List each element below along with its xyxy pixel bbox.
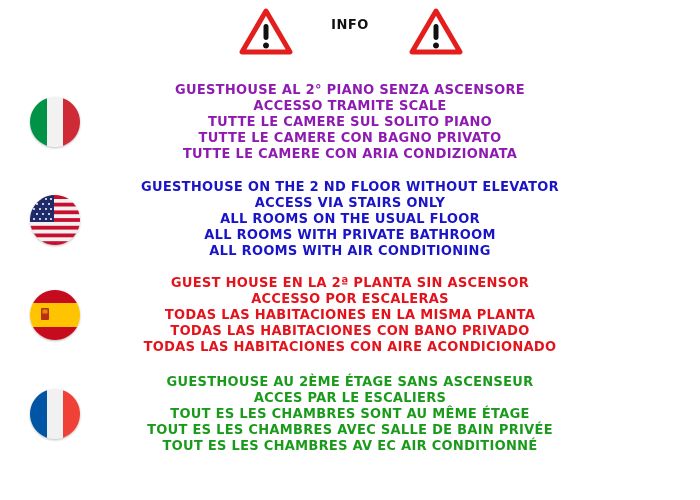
french-info-line: GUESTHOUSE AU 2ÈME ÉTAGE SANS ASCENSEUR	[166, 375, 534, 390]
italian-info-line: GUESTHOUSE AL 2° PIANO SENZA ASCENSORE	[175, 83, 525, 98]
french-info-line: TOUT ES LES CHAMBRES AV EC AIR CONDITIONNÉ	[162, 439, 538, 454]
spanish-info-line: ACCESSO POR ESCALERAS	[251, 292, 449, 307]
italian-info-line: TUTTE LE CAMERE SUL SOLITO PIANO	[207, 115, 493, 130]
usa-flag-icon	[30, 195, 80, 245]
french-info-line: TOUT ES LES CHAMBRES SONT AU MÊME ÉTAGE	[170, 407, 530, 422]
french-info-block	[95, 375, 605, 455]
italian-info-block	[95, 83, 605, 163]
warning-icon	[239, 8, 293, 56]
spanish-info-line: TODAS LAS HABITACIONES CON BANO PRIVADO	[170, 324, 530, 339]
french-info-line: ACCES PAR LE ESCALIERS	[253, 391, 447, 406]
english-info-line: ACCESS VIA STAIRS ONLY	[254, 196, 446, 211]
french-info-line: TOUT ES LES CHAMBRES AVEC SALLE DE BAIN PRIVÉE	[147, 423, 553, 438]
english-info-line: GUESTHOUSE ON THE 2 ND FLOOR WITHOUT ELEVATOR	[141, 180, 559, 195]
italian-info-line: TUTTE LE CAMERE CON BAGNO PRIVATO	[198, 131, 502, 146]
spanish-info-line: TODAS LAS HABITACIONES CON AIRE ACONDICIONADO	[143, 340, 557, 355]
spanish-info-line: GUEST HOUSE EN LA 2ª PLANTA SIN ASCENSOR	[170, 276, 530, 291]
english-info-line: ALL ROOMS WITH AIR CONDITIONING	[209, 244, 491, 259]
spanish-info-block	[95, 276, 605, 356]
spanish-info-line: TODAS LAS HABITACIONES EN LA MISMA PLANTA	[164, 308, 536, 323]
france-flag-icon	[30, 389, 80, 439]
page-title: INFO	[331, 18, 369, 33]
italian-info-line: ACCESSO TRAMITE SCALE	[253, 99, 447, 114]
english-info-block	[95, 180, 605, 260]
italian-info-line: TUTTE LE CAMERE CON ARIA CONDIZIONATA	[182, 147, 518, 162]
italy-flag-icon	[30, 97, 80, 147]
english-info-line: ALL ROOMS WITH PRIVATE BATHROOM	[204, 228, 496, 243]
warning-icon	[409, 8, 463, 56]
spain-flag-icon	[30, 290, 80, 340]
english-info-line: ALL ROOMS ON THE USUAL FLOOR	[220, 212, 480, 227]
